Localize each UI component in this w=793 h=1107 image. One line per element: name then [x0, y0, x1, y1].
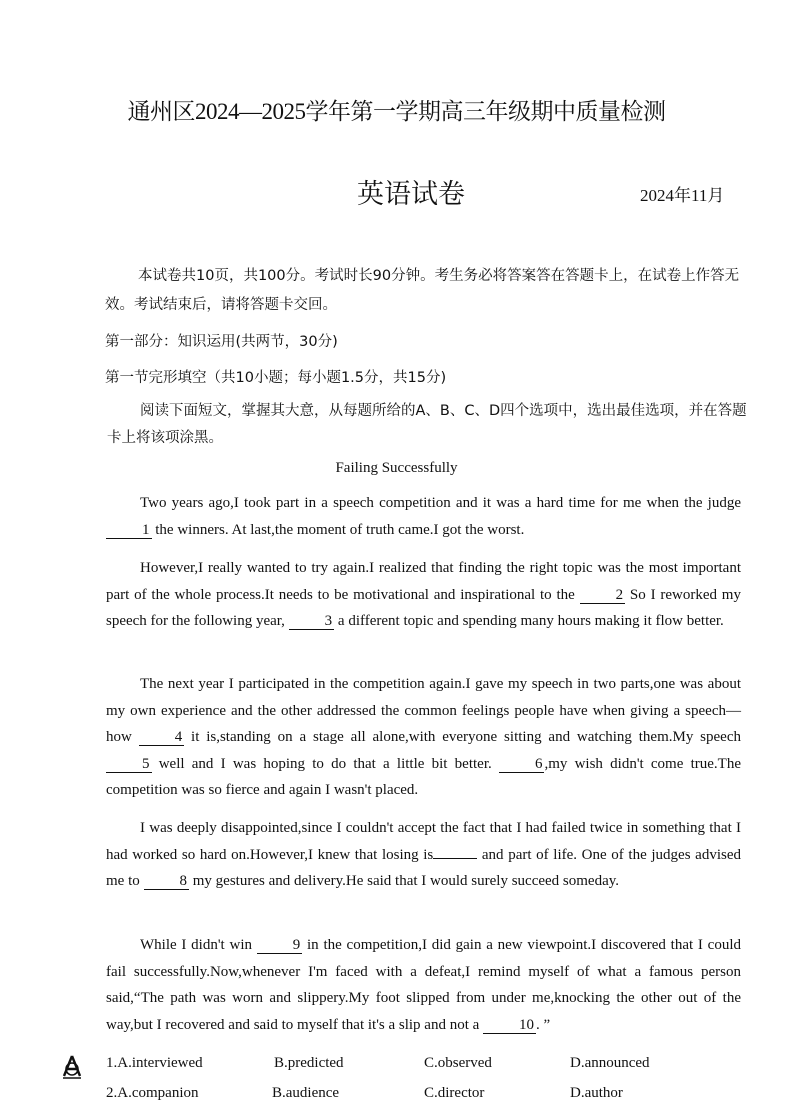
- passage-paragraph-5: While I didn't win 9 in the competition,I did gain a new viewpoint.I discovered that I could fail successfully.Now,whenever I'm faced with a defeat,I remind myself of what a famous person said,“The path was worn and slippery.My foot slipped from under me,knocking the other out of the way,but I recovered and said to myself that it's a slip and not a 10 . ”: [106, 937, 741, 1033]
- section-directions: 阅读下面短文，掌握其大意，从每题所给的A、B、C、D四个选项中，选出最佳选项，并在答题卡上将该项涂黑。: [107, 403, 747, 446]
- passage-paragraph-4: I was deeply disappointed,since I couldn't accept the fact that I had failed twice in something that I had worked so hard on.However,I knew that losing is and part of life. One of the judges advised me to 8 my gestures and delivery.He said that I would surely succeed someday.: [106, 820, 741, 889]
- exam-title: 通州区2024—2025学年第一学期高三年级期中质量检测: [127, 99, 666, 124]
- blank-8: 8: [144, 874, 190, 890]
- blank-2: 2: [580, 588, 626, 604]
- option-2a: 2.A.companion: [106, 1085, 199, 1101]
- option-2b: B.audience: [272, 1085, 340, 1101]
- option-2c: C.director: [424, 1085, 485, 1101]
- blank-6: 6: [499, 757, 545, 773]
- blank-5: 5: [106, 757, 152, 773]
- blank-10: 10: [483, 1018, 536, 1034]
- blank-4: 4: [139, 730, 185, 746]
- subject-title: 英语试卷: [357, 179, 465, 209]
- watermark-logo-icon: [61, 1054, 83, 1080]
- part-heading: 第一部分：知识运用(共两节，30分): [105, 334, 338, 350]
- option-1b: B.predicted: [274, 1055, 344, 1071]
- passage-paragraph-1: Two years ago,I took part in a speech competition and it was a hard time for me when the judge 1 the winners. At last,the moment of truth came.I got the worst.: [106, 490, 741, 543]
- blank-3: 3: [289, 614, 335, 630]
- option-1c: C.observed: [424, 1055, 492, 1071]
- option-1d: D.announced: [570, 1055, 650, 1071]
- blank-1: 1: [106, 523, 152, 539]
- option-1a: 1.A.interviewed: [106, 1055, 203, 1071]
- passage-title: Failing Successfully: [335, 460, 458, 476]
- option-2d: D.author: [570, 1085, 623, 1101]
- blank-9: 9: [257, 938, 303, 954]
- passage-paragraph-2: However,I really wanted to try again.I realized that finding the right topic was the most important part of the whole process.It needs to be motivational and inspirational to the 2 So I reworked my speech for the following year, 3 a different topic and spending many hours making it flow better.: [106, 560, 741, 629]
- passage-paragraph-3: The next year I participated in the competition again.I gave my speech in two parts,one was about my own experience and the other addressed the common feelings people have when giving a speech—how 4 it is,standing on a stage all alone,with everyone sitting and watching them.My speech 5 well and I was hoping to do that a little bit better. 6 ,my wish didn't come true.The competition was so fierce and again I wasn't placed.: [106, 676, 741, 798]
- blank-7: [433, 858, 477, 859]
- exam-instructions: 本试卷共10页，共100分。考试时长90分钟。考生务必将答案答在答题卡上，在试卷上作答无效。考试结束后，请将答题卡交回。: [105, 268, 740, 313]
- exam-date: 2024年11月: [640, 186, 725, 205]
- section-heading: 第一节完形填空（共10小题；每小题1.5分，共15分): [105, 370, 447, 386]
